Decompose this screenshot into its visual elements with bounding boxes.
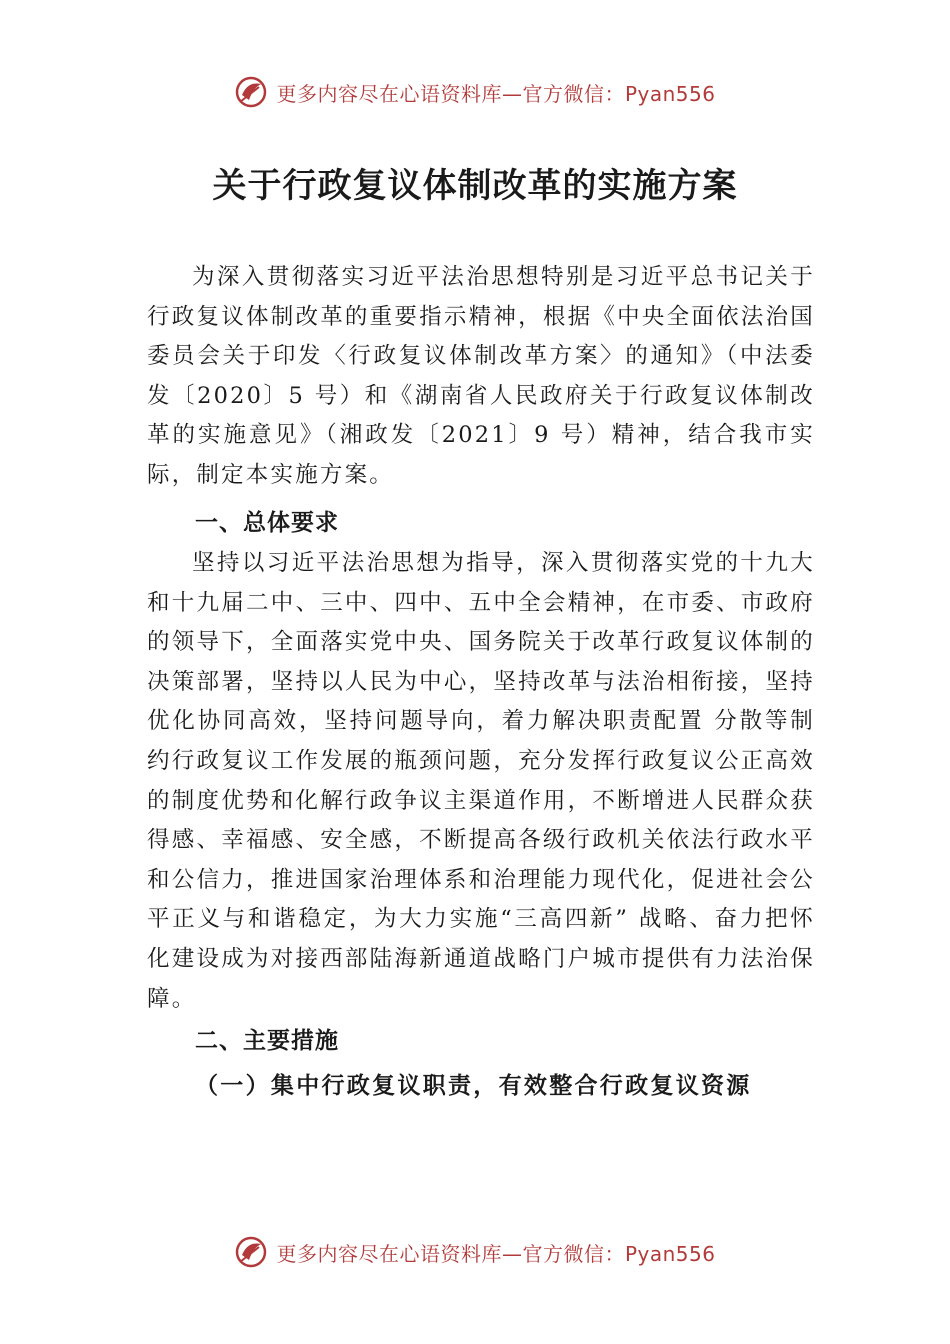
watermark-footer-text: 更多内容尽在心语资料库—官方微信：Pyan556 [276,1241,716,1266]
section1-heading: 一、总体要求 [195,510,339,536]
section1-paragraph: 坚持以习近平法治思想为指导，深入贯彻落实党的十九大和十九届二中、三中、四中、五中全会精神，在市委、市政府的领导下，全面落实党中央、国务院关于改革行政复议体制的决策部署，坚持以人民为中心，坚持改革与法治相衔接，坚持优化协同高效，坚持问题导向，着力解决职责配置 分散等制约行政复议工作发展的瓶颈问题，充分发挥行政复议公正高效的制度优势和化解行政争议主渠道作用，不断增进人民群众获得感、幸福感、安全感，不断提高各级行政机关依法行政水平和公信力，推进国家治理体系和治理能力现代化，促进社会公平正义与和谐稳定，为大力实施“三高四新” 战略、奋力把怀化建设成为对接西部陆海新通道战略门户城市提供有力法治保障。 [147,550,815,1012]
subsection1-heading: （一）集中行政复议职责，有效整合行政复议资源 [195,1072,752,1099]
watermark-footer [0,1232,950,1272]
section2-heading: 二、主要措施 [195,1028,339,1054]
watermark-logo-icon [234,75,268,109]
intro-paragraph: 为深入贯彻落实习近平法治思想特别是习近平总书记关于行政复议体制改革的重要指示精神，根据《中央全面依法治国委员会关于印发〈行政复议体制改革方案〉的通知》（中法委发〔2020〕5 号）和《湖南省人民政府关于行政复议体制改革的实施意见》（湘政发〔2021〕9 号）精神，结合我市实际，制定本实施方案。 [147,264,815,488]
watermark-header [0,72,950,112]
document-title: 关于行政复议体制改革的实施方案 [212,166,738,206]
watermark-header-text: 更多内容尽在心语资料库—官方微信：Pyan556 [276,81,716,106]
watermark-logo-icon [234,1235,268,1269]
